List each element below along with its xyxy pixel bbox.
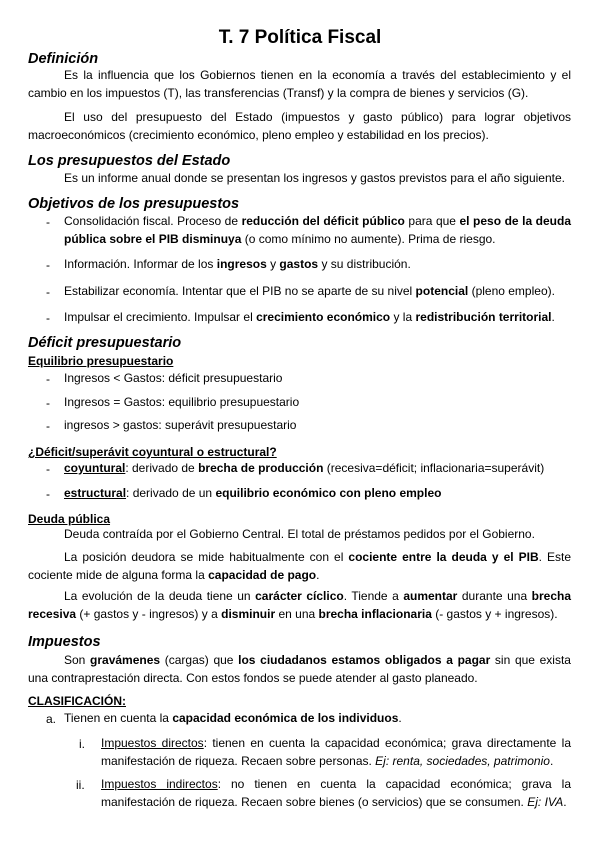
paragraph-definicion-2: El uso del presupuesto del Estado (impuestos y gasto público) para lograr objetivos macroeconómicos (crecimiento económico, pleno empleo y estabilidad en los precios). — [28, 110, 571, 142]
objetivo-item: Información. Informar de los ingresos y gastos y su distribución. — [64, 257, 411, 271]
paragraph-presupuestos: Es un informe anual donde se presentan los ingresos y gastos previstos para el año siguiente. — [64, 171, 565, 185]
heading-impuestos: Impuestos — [28, 634, 101, 650]
heading-coyuntural: ¿Déficit/superávit coyuntural o estructural? — [28, 445, 277, 459]
bullet-dash: - — [46, 215, 50, 229]
estructural-item: estructural: derivado de un equilibrio económico con pleno empleo — [64, 486, 442, 500]
coyuntural-item: coyuntural: derivado de brecha de producción (recesiva=déficit; inflacionaria=superávit) — [64, 461, 545, 475]
bullet-dash: - — [46, 372, 50, 386]
bullet-dash: - — [46, 285, 50, 299]
objetivo-item: Impulsar el crecimiento. Impulsar el crecimiento económico y la redistribución territorial. — [64, 310, 555, 324]
heading-objetivos: Objetivos de los presupuestos — [28, 196, 240, 212]
heading-clasificacion: CLASIFICACIÓN: — [28, 694, 126, 708]
heading-definicion: Definición — [28, 51, 99, 67]
clasificacion-item-ii: Impuestos indirectos: no tienen en cuenta la capacidad económica; grava la manifestación de riqueza. Recaen sobre bienes (o servicios) que se consumen. Ej: IVA. — [101, 777, 571, 809]
paragraph-deuda-3: La evolución de la deuda tiene un carácter cíclico. Tiende a aumentar durante una brecha recesiva (+ gastos y - ingresos) y a disminuir en una brecha inflacionaria (- gastos y + ingresos). — [28, 589, 572, 621]
list-marker-ii: ii. — [76, 778, 85, 792]
paragraph-deuda-2: La posición deudora se mide habitualmente con el cociente entre la deuda y el PIB. Este cociente mide de alguna forma la capacidad de pago. — [28, 550, 571, 582]
clasificacion-item-i: Impuestos directos: tienen en cuenta la capacidad económica; grava directamente la manifestación de riqueza. Recaen sobre personas. Ej: renta, sociedades, patrimonio. — [101, 736, 571, 768]
heading-deficit: Déficit presupuestario — [28, 335, 182, 351]
page-title: T. 7 Política Fiscal — [218, 27, 382, 48]
paragraph-definicion-1: Es la influencia que los Gobiernos tienen en la economía a través del establecimiento y el cambio en los impuestos (T), las transferencias (Transf) y la compra de bienes y servicios (G). — [28, 68, 571, 100]
heading-deuda: Deuda pública — [28, 512, 111, 526]
list-marker-i: i. — [79, 737, 85, 751]
equilibrio-item: Ingresos < Gastos: déficit presupuestario — [64, 371, 283, 385]
paragraph-impuestos: Son gravámenes (cargas) que los ciudadanos estamos obligados a pagar sin que exista una contraprestación directa. Con estos fondos se puede atender al gasto planeado. — [28, 653, 571, 685]
objetivo-item: Consolidación fiscal. Proceso de reducción del déficit público para que el peso de la deuda pública sobre el PIB disminuya (o como mínimo no aumente). Prima de riesgo. — [64, 214, 572, 246]
bullet-dash: - — [46, 311, 50, 325]
list-marker-a: a. — [46, 712, 57, 726]
clasificacion-item-a: Tienen en cuenta la capacidad económica de los individuos. — [64, 711, 402, 725]
bullet-dash: - — [46, 487, 50, 501]
bullet-dash: - — [46, 419, 50, 433]
bullet-dash: - — [46, 258, 50, 272]
paragraph-deuda-1: Deuda contraída por el Gobierno Central. El total de préstamos pedidos por el Gobierno. — [64, 527, 535, 541]
bullet-dash: - — [46, 462, 50, 476]
equilibrio-item: Ingresos = Gastos: equilibrio presupuestario — [64, 395, 300, 409]
equilibrio-item: ingresos > gastos: superávit presupuestario — [64, 418, 297, 432]
heading-equilibrio: Equilibrio presupuestario — [28, 354, 174, 368]
objetivo-item: Estabilizar economía. Intentar que el PIB no se aparte de su nivel potencial (pleno empleo). — [64, 284, 555, 298]
bullet-dash: - — [46, 396, 50, 410]
heading-presupuestos: Los presupuestos del Estado — [28, 153, 231, 169]
